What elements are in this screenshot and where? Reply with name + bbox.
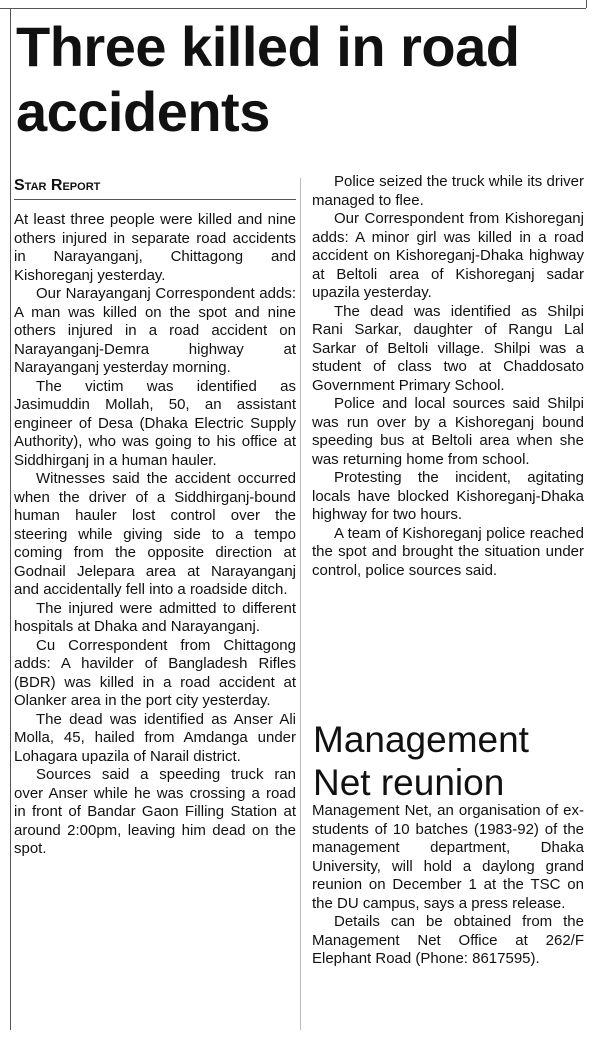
article-paragraph: Sources said a speeding truck ran over Anser while he was crossing a road in front of Bandar Gaon Filling Station at around 2:00pm, leaving him dead on the spot. <box>14 766 296 857</box>
article-paragraph: Our Narayanganj Correspondent adds: A man was killed on the spot and nine others injured in a road accident on Narayanganj-Demra highway at Narayanganj yesterday morning. <box>14 285 296 376</box>
article-column-1 <box>14 211 296 859</box>
second-article-body <box>312 802 584 969</box>
article-paragraph: The dead was identified as Shilpi Rani Sarkar, daughter of Rangu Lal Sarkar of Beltoli village. Shilpi was a student of class two at Chaddosato Government Primary School. <box>312 302 584 394</box>
article-paragraph: Cu Correspondent from Chittagong adds: A havilder of Bangladesh Rifles (BDR) was killed in a road accident at Olanker area in the port city yesterday. <box>14 636 296 709</box>
byline-rule <box>14 199 296 200</box>
article-paragraph: Protesting the incident, agitating locals have blocked Kishoreganj-Dhaka highway for two hours. <box>312 469 584 523</box>
article-paragraph: Police and local sources said Shilpi was run over by a Kishoreganj bound speeding bus at Beltoli area when she was returning home from school. <box>312 395 584 468</box>
article-column-2 <box>312 173 584 580</box>
frame-left-rule <box>10 8 11 1030</box>
frame-right-rule <box>586 0 587 8</box>
article-paragraph: Police seized the truck while its driver managed to flee. <box>312 173 584 209</box>
column-divider <box>300 178 301 1030</box>
article-paragraph: The dead was identified as Anser Ali Molla, 45, hailed from Amdanga under Lohagara upazila of Narail district. <box>14 710 296 765</box>
article-paragraph: Our Correspondent from Kishoreganj adds: A minor girl was killed in a road accident on Kishoreganj-Dhaka highway at Beltoli area of Kishoreganj sadar upazila yesterday. <box>312 210 584 301</box>
article-paragraph: Witnesses said the accident occurred when the driver of a Siddhirganj-bound human hauler lost control over the steering while giving side to a tempo coming from the opposite direction at Godnail Jelepara area at Narayanganj and accidentally fell into a roadside ditch. <box>14 470 296 598</box>
article-headline: Three killed in road accidents <box>16 15 520 143</box>
second-article-headline: Management Net reunion <box>313 719 529 803</box>
article-paragraph: Management Net, an organisation of ex-students of 10 batches (1983-92) of the management department, Dhaka University, will hold a daylong grand reunion on December 1 at the TSC on the DU campus, says a press release. <box>312 802 584 912</box>
article-paragraph: The victim was identified as Jasimuddin Mollah, 50, an assistant engineer of Desa (Dhaka Electric Supply Authority), who was going to his office at Siddhirganj in a human hauler. <box>14 377 296 469</box>
frame-top-rule <box>0 8 586 9</box>
article-paragraph: A team of Kishoreganj police reached the spot and brought the situation under control, police sources said. <box>312 524 584 579</box>
article-paragraph: At least three people were killed and nine others injured in separate road accidents in Narayanganj, Chittagong and Kishoreganj yesterday. <box>14 211 296 284</box>
article-paragraph: The injured were admitted to different hospitals at Dhaka and Narayanganj. <box>14 599 296 635</box>
byline: Star Report <box>14 177 101 194</box>
article-paragraph: Details can be obtained from the Management Net Office at 262/F Elephant Road (Phone: 8617595). <box>312 913 584 967</box>
